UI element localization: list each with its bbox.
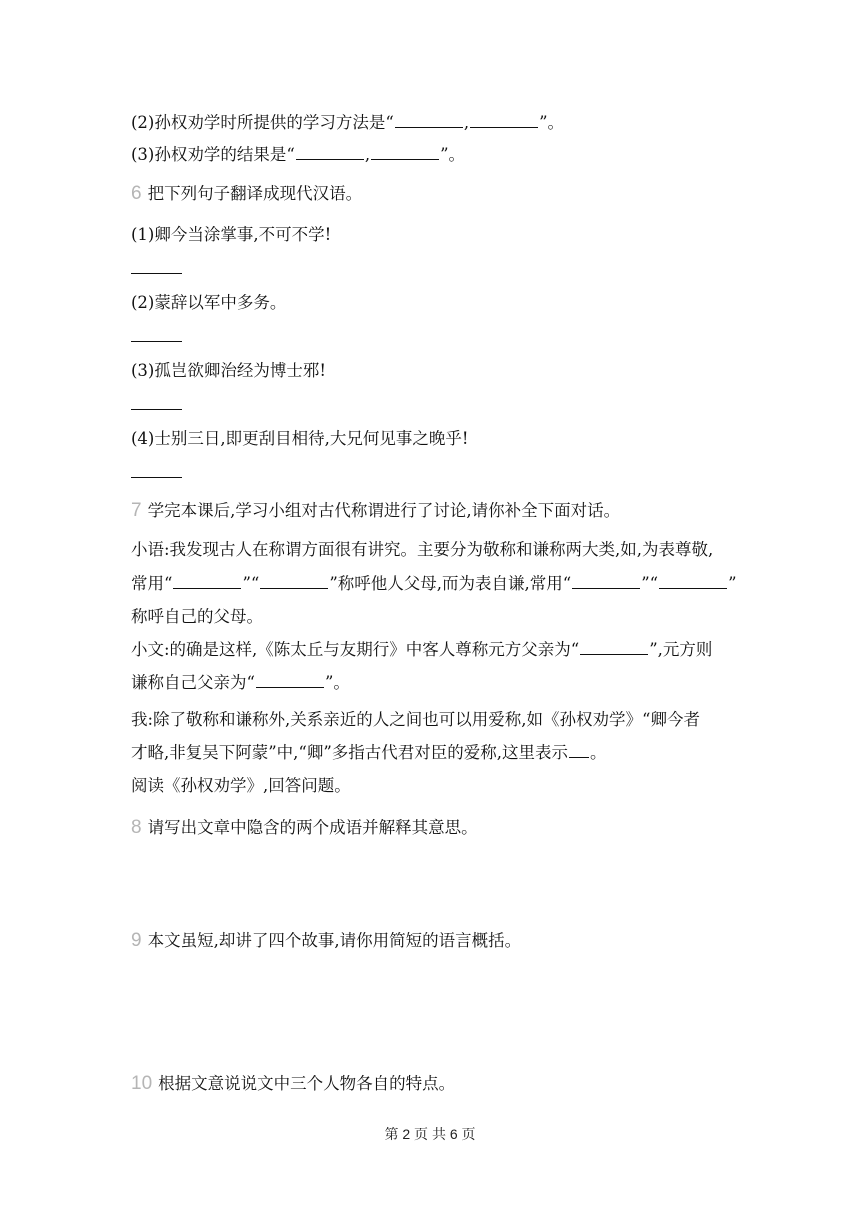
answer-line[interactable] (131, 409, 182, 410)
answer-blank[interactable] (260, 574, 328, 589)
q6-item-3: (3)孤岂欲卿治经为博士邪! (131, 361, 327, 380)
q5-item-3: (3)孙权劝学的结果是“ , ”。 (131, 145, 465, 164)
answer-blank[interactable] (659, 574, 727, 589)
question-6 (131, 183, 362, 205)
question-text: 学完本课后,学习小组对古代称谓进行了讨论,请你补全下面对话。 (147, 501, 621, 520)
answer-blank[interactable] (572, 574, 640, 589)
question-text: 请写出文章中隐含的两个成语并解释其意思。 (147, 818, 478, 837)
q7-line-5: 谦称自己父亲为“ ”。 (131, 673, 350, 692)
q7-line-1: 小语:我发现古人在称谓方面很有讲究。主要分为敬称和谦称两大类,如,为表尊敬, (131, 540, 714, 559)
q6-item-4: (4)士别三日,即更刮目相待,大兄何见事之晚乎! (131, 429, 469, 448)
answer-blank[interactable] (580, 640, 648, 655)
question-number: 10 (131, 1073, 153, 1094)
question-7 (131, 500, 620, 522)
question-10 (131, 1073, 455, 1095)
answer-blank[interactable] (173, 574, 241, 589)
answer-blank[interactable] (371, 145, 439, 160)
q7-line-6: 我:除了敬称和谦称外,关系亲近的人之间也可以用爱称,如《孙权劝学》“卿今者 (131, 710, 700, 729)
answer-blank[interactable] (569, 743, 589, 758)
question-text: 把下列句子翻译成现代汉语。 (147, 184, 363, 203)
page-footer: 第 2 页 共 6 页 (384, 1126, 476, 1142)
question-number: 7 (131, 500, 142, 521)
answer-line[interactable] (131, 477, 182, 478)
answer-blank[interactable] (470, 113, 538, 128)
answer-blank[interactable] (395, 113, 463, 128)
reading-instruction: 阅读《孙权劝学》,回答问题。 (131, 776, 351, 795)
answer-line[interactable] (131, 273, 182, 274)
question-9 (131, 930, 521, 952)
answer-blank[interactable] (296, 145, 364, 160)
answer-line[interactable] (131, 341, 182, 342)
q7-line-2: 常用“ ”“ ”称呼他人父母,而为表自谦,常用“ ”“ ” (131, 574, 737, 593)
question-text: 根据文意说说文中三个人物各自的特点。 (158, 1074, 456, 1093)
answer-blank[interactable] (256, 673, 324, 688)
q6-item-1: (1)卿今当涂掌事,不可不学! (131, 225, 332, 244)
q7-line-3: 称呼自己的父母。 (131, 607, 263, 626)
question-number: 8 (131, 817, 142, 838)
q7-line-4: 小文:的确是这样,《陈太丘与友期行》中客人尊称元方父亲为“ ”,元方则 (131, 640, 713, 659)
question-number: 9 (131, 930, 142, 951)
question-number: 6 (131, 183, 142, 204)
q6-item-2: (2)蒙辞以军中多务。 (131, 293, 287, 312)
q7-line-7: 才略,非复吴下阿蒙”中,“卿”多指古代君对臣的爱称,这里表示 。 (131, 743, 607, 762)
question-8 (131, 817, 478, 839)
question-text: 本文虽短,却讲了四个故事,请你用简短的语言概括。 (147, 931, 522, 950)
q5-item-2: (2)孙权劝学时所提供的学习方法是“ , ”。 (131, 113, 564, 132)
